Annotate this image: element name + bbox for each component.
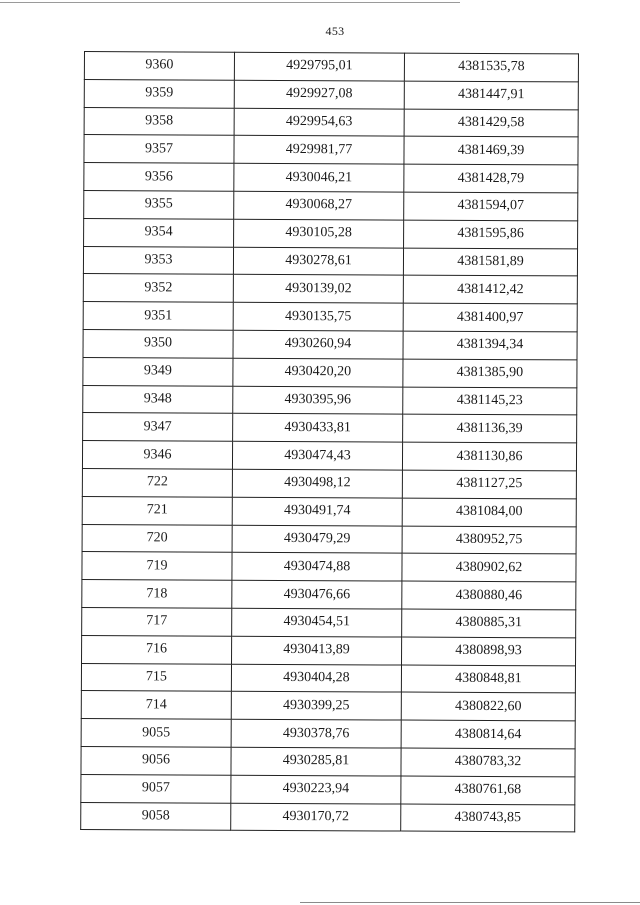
y-coordinate-cell: 4381428,79 [404, 164, 578, 193]
point-number-cell: 9055 [81, 719, 231, 748]
y-coordinate-cell: 4380814,64 [401, 720, 575, 749]
table-row [81, 691, 575, 721]
y-coordinate-cell: 4380761,68 [401, 776, 575, 805]
y-coordinate-cell: 4380848,81 [401, 665, 575, 694]
y-coordinate-cell: 4381084,00 [402, 498, 576, 527]
point-number-cell: 718 [82, 580, 232, 609]
x-coordinate-cell: 4930139,02 [233, 275, 403, 304]
point-number-cell: 714 [81, 691, 231, 720]
x-coordinate-cell: 4930135,75 [233, 302, 403, 331]
x-coordinate-cell: 4929954,63 [234, 108, 404, 137]
x-coordinate-cell: 4929795,01 [234, 52, 404, 81]
table-row [82, 441, 576, 471]
x-coordinate-cell: 4929981,77 [234, 136, 404, 165]
x-coordinate-cell: 4930420,20 [233, 358, 403, 387]
table-row [82, 607, 576, 637]
table-row [82, 580, 576, 610]
page-number: 453 [325, 24, 345, 38]
x-coordinate-cell: 4930285,81 [231, 747, 401, 776]
point-number-cell: 719 [82, 552, 232, 581]
y-coordinate-cell: 4381130,86 [402, 442, 576, 471]
table-row [82, 552, 576, 582]
point-number-cell: 9354 [84, 218, 234, 247]
y-coordinate-cell: 4380898,93 [402, 637, 576, 666]
x-coordinate-cell: 4930105,28 [234, 219, 404, 248]
coordinates-table-body [81, 52, 579, 833]
table-row [82, 524, 576, 554]
y-coordinate-cell: 4380902,62 [402, 553, 576, 582]
y-coordinate-cell: 4380822,60 [401, 692, 575, 721]
table-row [84, 190, 578, 220]
x-coordinate-cell: 4930170,72 [231, 803, 401, 832]
table-row [83, 357, 577, 387]
table-row [81, 746, 575, 776]
point-number-cell: 9353 [83, 246, 233, 275]
scan-edge-top [0, 2, 460, 3]
point-number-cell: 722 [82, 468, 232, 497]
y-coordinate-cell: 4381145,23 [403, 387, 577, 416]
y-coordinate-cell: 4380743,85 [401, 804, 575, 833]
x-coordinate-cell: 4930491,74 [232, 497, 402, 526]
table-row [84, 52, 578, 82]
y-coordinate-cell: 4381469,39 [404, 136, 578, 165]
x-coordinate-cell: 4930068,27 [234, 191, 404, 220]
x-coordinate-cell: 4930498,12 [232, 469, 402, 498]
table-row [83, 246, 577, 276]
point-number-cell: 9357 [84, 135, 234, 164]
x-coordinate-cell: 4930378,76 [231, 719, 401, 748]
y-coordinate-cell: 4381595,86 [404, 220, 578, 249]
y-coordinate-cell: 4381394,34 [403, 331, 577, 360]
point-number-cell: 9347 [83, 413, 233, 442]
table-row [84, 163, 578, 193]
point-number-cell: 717 [82, 607, 232, 636]
point-number-cell: 9359 [84, 79, 234, 108]
point-number-cell: 9058 [81, 802, 231, 831]
point-number-cell: 9350 [83, 329, 233, 358]
x-coordinate-cell: 4929927,08 [234, 80, 404, 109]
table-row [81, 663, 575, 693]
x-coordinate-cell: 4930260,94 [233, 330, 403, 359]
y-coordinate-cell: 4380783,32 [401, 748, 575, 777]
x-coordinate-cell: 4930474,43 [232, 441, 402, 470]
table-row [82, 496, 576, 526]
table-row [83, 302, 577, 332]
y-coordinate-cell: 4381400,97 [403, 303, 577, 332]
scan-edge-bottom [300, 902, 640, 903]
table-row [83, 413, 577, 443]
x-coordinate-cell: 4930479,29 [232, 525, 402, 554]
y-coordinate-cell: 4381429,58 [404, 109, 578, 138]
point-number-cell: 9352 [83, 274, 233, 303]
point-number-cell: 9351 [83, 302, 233, 331]
y-coordinate-cell: 4381127,25 [402, 470, 576, 499]
x-coordinate-cell: 4930404,28 [231, 664, 401, 693]
point-number-cell: 9356 [84, 163, 234, 192]
x-coordinate-cell: 4930413,89 [232, 636, 402, 665]
table-row [81, 719, 575, 749]
x-coordinate-cell: 4930046,21 [234, 163, 404, 192]
table-row [83, 385, 577, 415]
table-row [81, 802, 575, 832]
x-coordinate-cell: 4930223,94 [231, 775, 401, 804]
point-number-cell: 716 [82, 635, 232, 664]
point-number-cell: 720 [82, 524, 232, 553]
table-row [84, 218, 578, 248]
y-coordinate-cell: 4381447,91 [404, 81, 578, 110]
table-row [84, 135, 578, 165]
x-coordinate-cell: 4930476,66 [232, 580, 402, 609]
table-row [84, 107, 578, 137]
point-number-cell: 9355 [84, 190, 234, 219]
coordinates-table [80, 51, 579, 833]
y-coordinate-cell: 4381412,42 [403, 275, 577, 304]
x-coordinate-cell: 4930278,61 [233, 247, 403, 276]
table-row [81, 774, 575, 804]
y-coordinate-cell: 4380885,31 [402, 609, 576, 638]
point-number-cell: 721 [82, 496, 232, 525]
y-coordinate-cell: 4381535,78 [404, 53, 578, 82]
point-number-cell: 9057 [81, 774, 231, 803]
x-coordinate-cell: 4930433,81 [233, 414, 403, 443]
point-number-cell: 715 [81, 663, 231, 692]
y-coordinate-cell: 4381581,89 [403, 248, 577, 277]
table-row [83, 329, 577, 359]
x-coordinate-cell: 4930395,96 [233, 386, 403, 415]
x-coordinate-cell: 4930474,88 [232, 553, 402, 582]
table-row [82, 468, 576, 498]
point-number-cell: 9348 [83, 385, 233, 414]
y-coordinate-cell: 4381594,07 [404, 192, 578, 221]
table-row [82, 635, 576, 665]
point-number-cell: 9056 [81, 746, 231, 775]
point-number-cell: 9360 [84, 52, 234, 81]
table-row [83, 274, 577, 304]
y-coordinate-cell: 4381136,39 [403, 414, 577, 443]
y-coordinate-cell: 4381385,90 [403, 359, 577, 388]
table-row [84, 79, 578, 109]
y-coordinate-cell: 4380880,46 [402, 581, 576, 610]
point-number-cell: 9346 [82, 441, 232, 470]
x-coordinate-cell: 4930399,25 [231, 692, 401, 721]
point-number-cell: 9358 [84, 107, 234, 136]
point-number-cell: 9349 [83, 357, 233, 386]
x-coordinate-cell: 4930454,51 [232, 608, 402, 637]
y-coordinate-cell: 4380952,75 [402, 526, 576, 555]
